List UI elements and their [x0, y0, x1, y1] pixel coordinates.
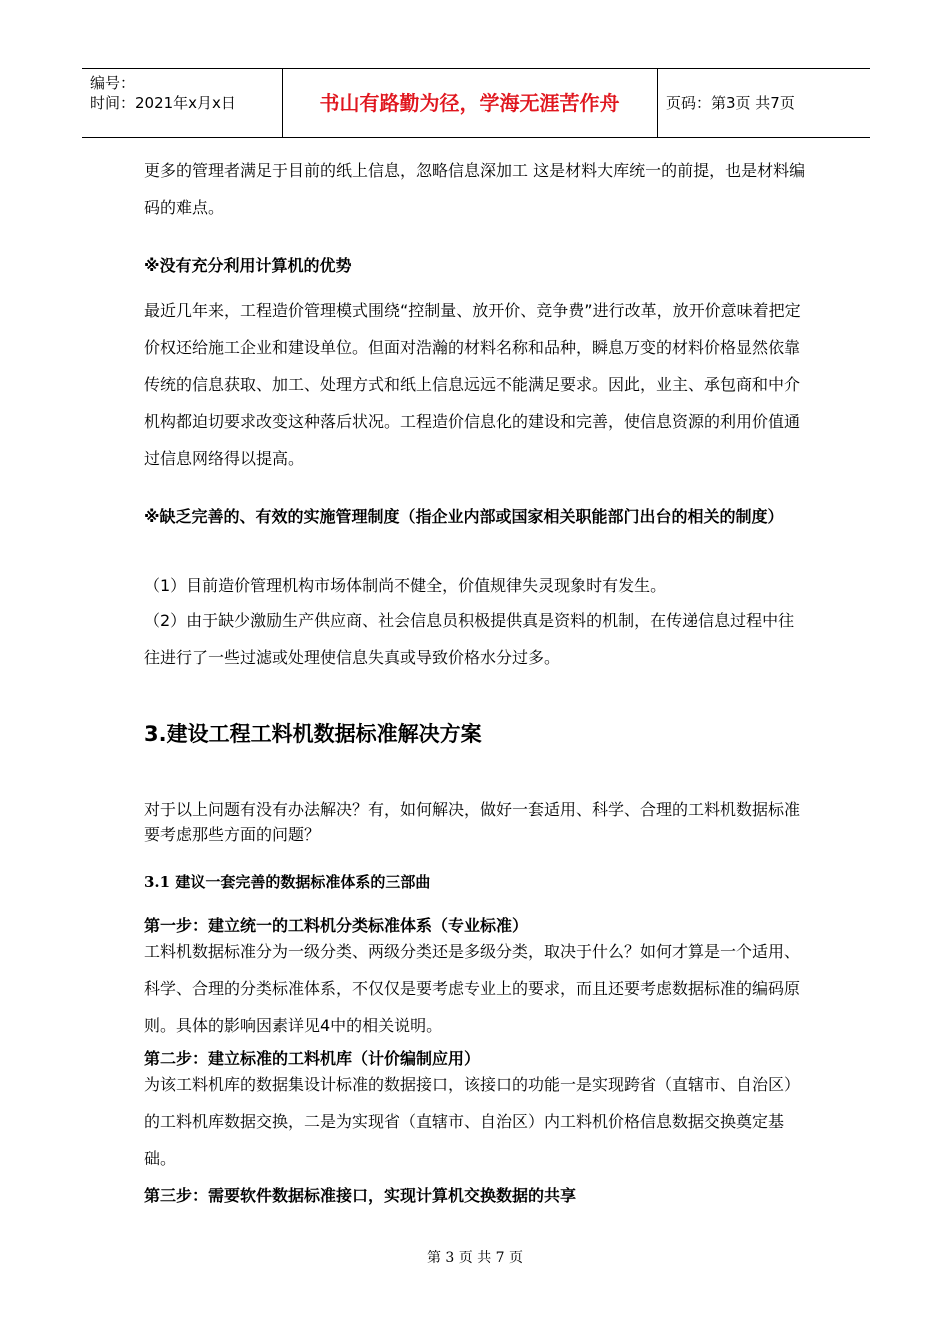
bullet-heading-management: ※缺乏完善的、有效的实施管理制度（指企业内部或国家相关职能部门出台的相关的制度） [144, 507, 784, 526]
step2-text: 为该工料机库的数据集设计标准的数据接口，该接口的功能一是实现跨省（直辖市、自治区）的工料机库数据交换，二是为实现省（直辖市、自治区）内工料机价格信息数据交换奠定基础。 [144, 1075, 801, 1168]
paragraph-3: 对于以上问题有没有办法解决？有，如何解决，做好一套适用、科学、合理的工料机数据标准要考虑那些方面的问题？ [144, 800, 801, 844]
doc-date: 时间：2021年x月x日 [90, 94, 236, 112]
header-motto: 书山有路勤为径，学海无涯苦作舟 [282, 69, 658, 137]
step1-title: 第一步：建立统一的工料机分类标准体系（专业标准） [144, 916, 529, 935]
subsection-title: 3.1 建议一套完善的数据标准体系的三部曲 [144, 873, 431, 891]
page-footer: 第 3 页 共 7 页 [426, 1250, 524, 1266]
list-item-1: （1）目前造价管理机构市场体制尚不健全，价值规律失灵现象时有发生。 [144, 576, 667, 595]
bullet-heading-computer: ※没有充分利用计算机的优势 [144, 256, 352, 275]
step2-title: 第二步：建立标准的工料机库（计价编制应用） [144, 1049, 481, 1068]
doc-number: 编号： [90, 74, 136, 92]
paragraph-2: 最近几年来，工程造价管理模式围绕“控制量、放开价、竞争费”进行改革，放开价意味着把定价权还给施工企业和建设单位。但面对浩瀚的材料名称和品种，瞬息万变的材料价格显然依靠传统的信息获取、加工、处理方式和纸上信息远远不能满足要求。因此，业主、承包商和中介机构都迫切要求改变这种落后状况。工程造价信息化的建设和完善，使信息资源的利用价值通过信息网络得以提高。 [144, 301, 801, 468]
paragraph-1: 更多的管理者满足于目前的纸上信息，忽略信息深加工 这是材料大库统一的前提，也是材料编码的难点。 [144, 161, 806, 217]
step1-text: 工料机数据标准分为一级分类、两级分类还是多级分类，取决于什么？如何才算是一个适用、科学、合理的分类标准体系，不仅仅是要考虑专业上的要求，而且还要考虑数据标准的编码原则。具体的影响因素详见4中的相关说明。 [144, 942, 801, 1035]
list-item-2: （2）由于缺少激励生产供应商、社会信息员积极提供真是资料的机制，在传递信息过程中往往进行了一些过滤或处理使信息失真或导致价格水分过多。 [144, 611, 795, 667]
header-meta-cell [82, 69, 283, 137]
page-header [82, 68, 870, 138]
step3-title: 第三步：需要软件数据标准接口，实现计算机交换数据的共享 [144, 1186, 577, 1205]
header-page-info: 页码：第3页 共7页 [666, 94, 795, 112]
section-title: 3.建设工程工料机数据标准解决方案 [144, 722, 482, 746]
